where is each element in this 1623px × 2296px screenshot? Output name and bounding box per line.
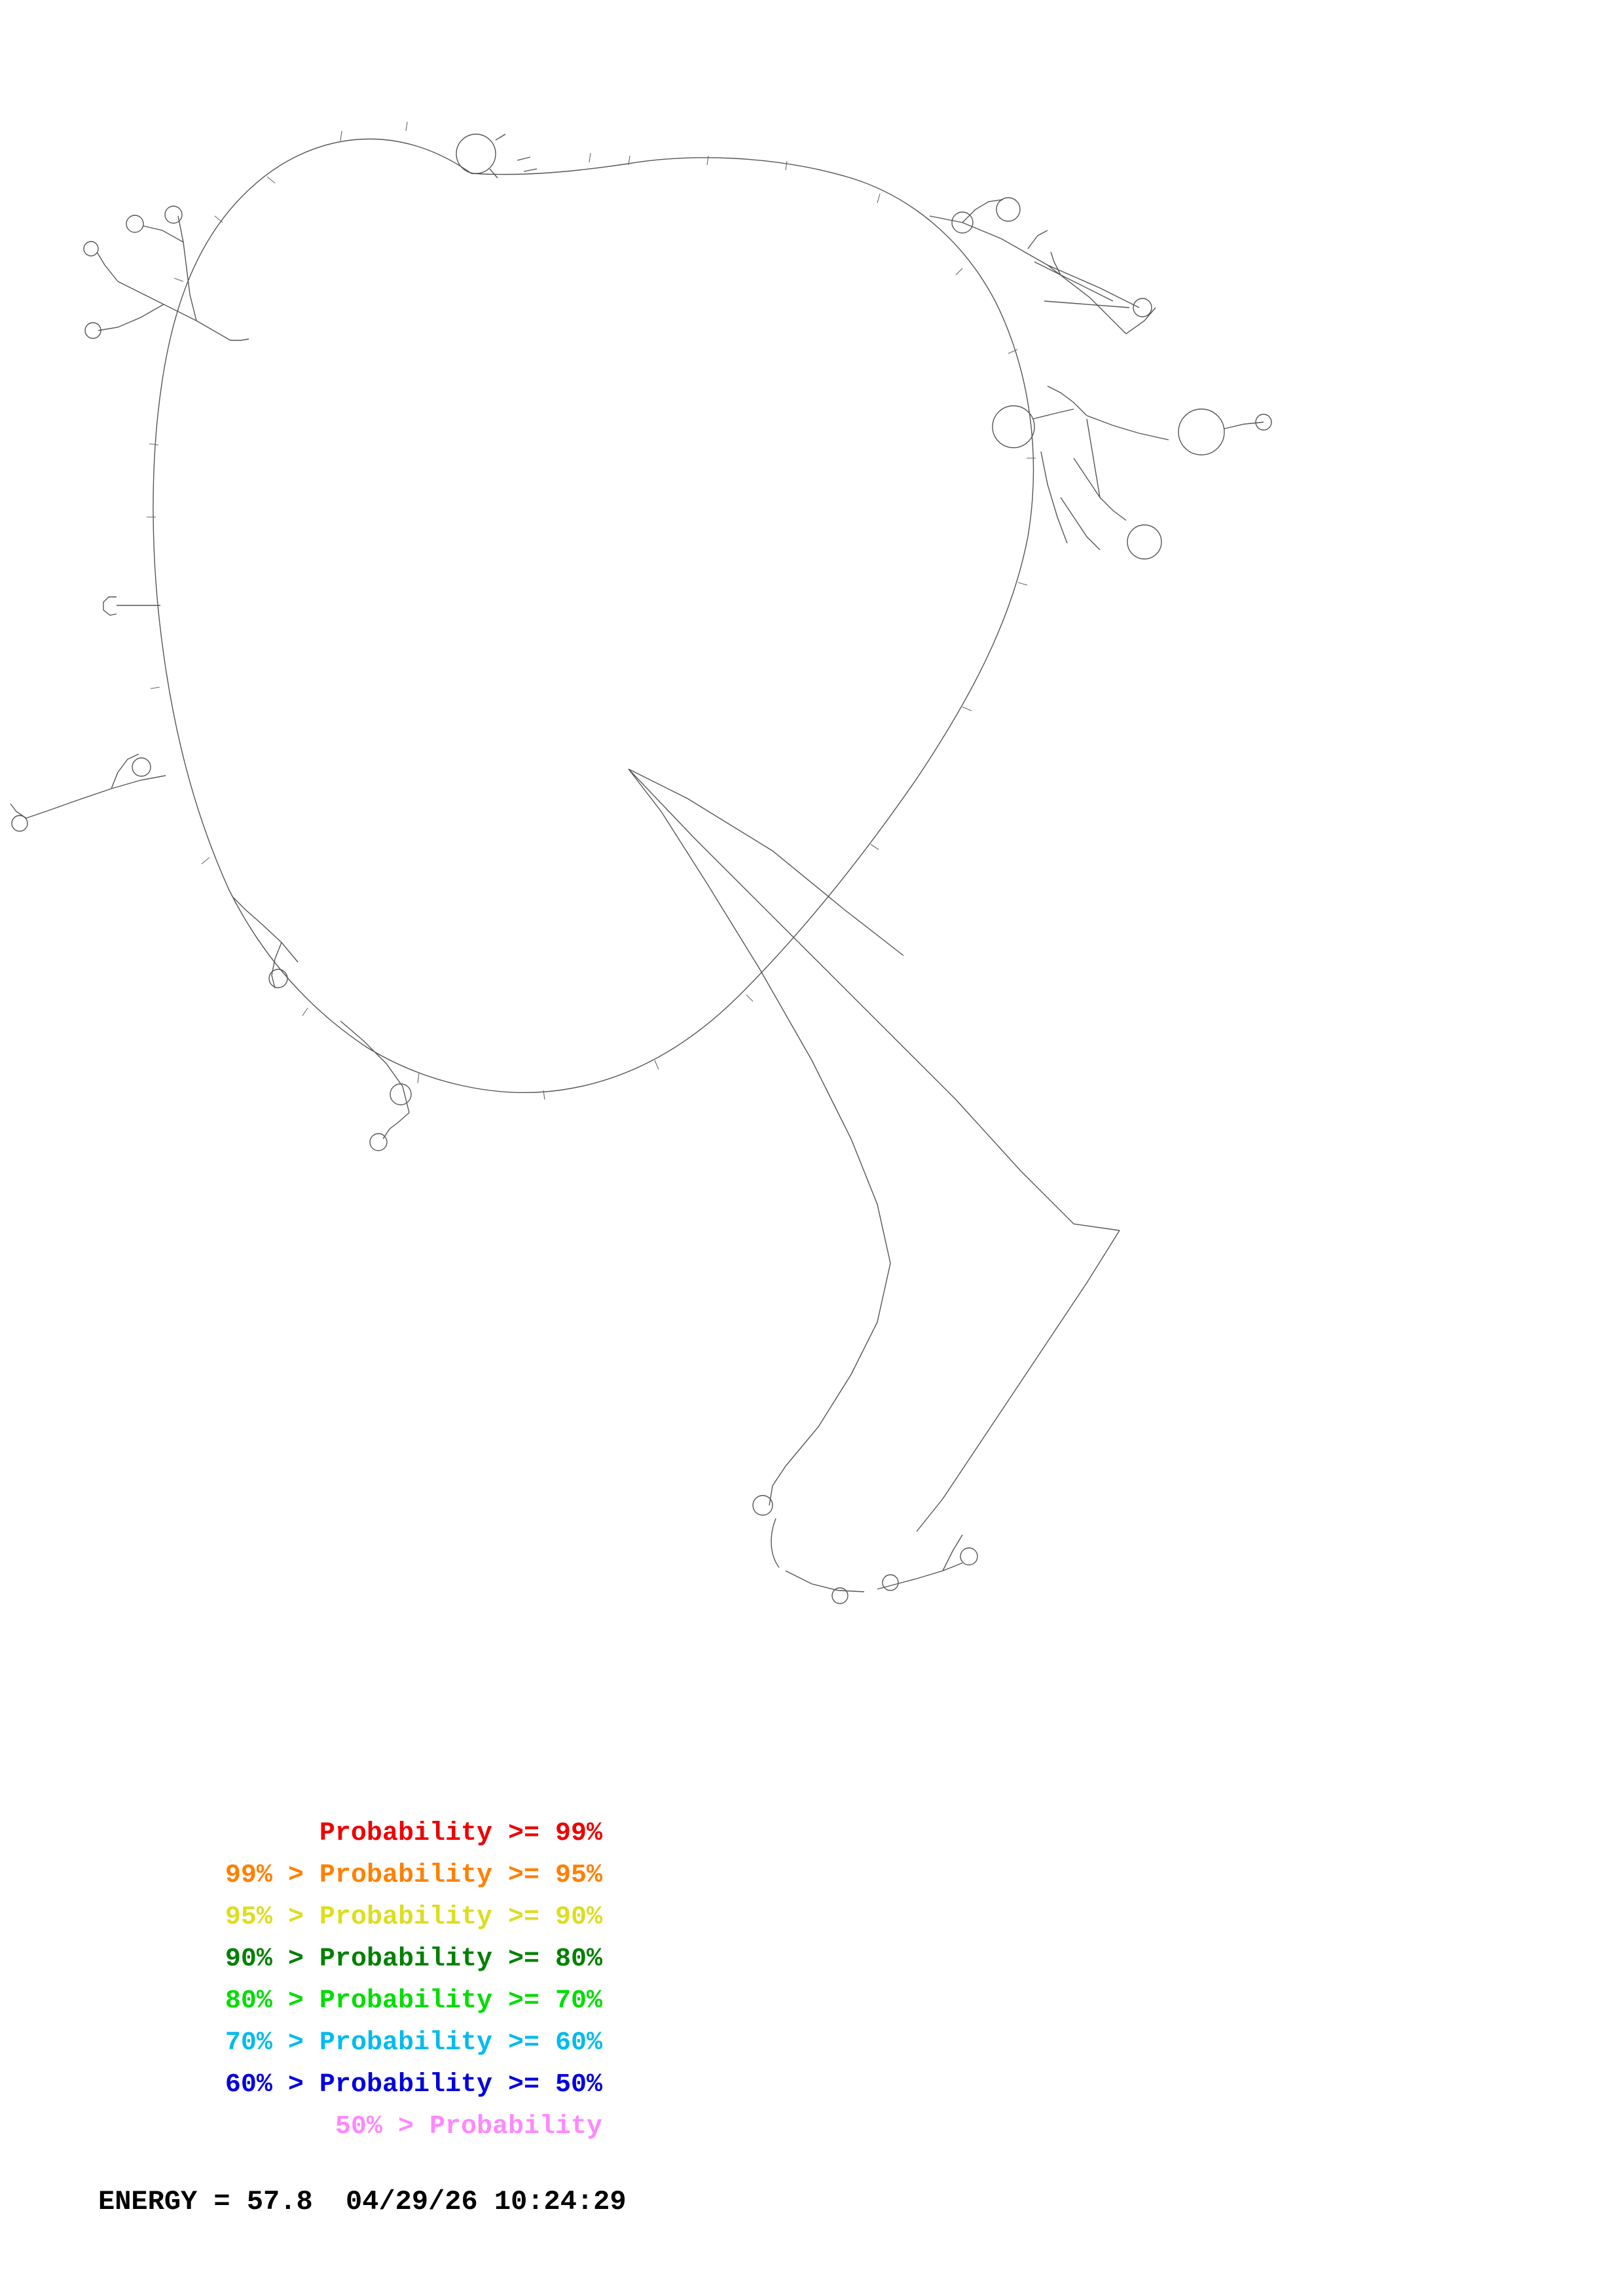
legend-row: Probability >= 99% xyxy=(319,1819,602,1848)
branch-upper-left xyxy=(84,206,249,340)
legend-row: 99% > Probability >= 95% xyxy=(225,1861,602,1890)
legend-row: 80% > Probability >= 70% xyxy=(225,1986,602,2016)
branch-mid-right xyxy=(993,386,1271,559)
hairpin-loop-top xyxy=(456,134,537,178)
hairpin-left xyxy=(103,597,160,615)
legend-row: 70% > Probability >= 60% xyxy=(225,2028,602,2058)
structure-backbone xyxy=(153,139,1033,1092)
legend-row: 60% > Probability >= 50% xyxy=(225,2070,602,2100)
nucleotide-ticks xyxy=(147,122,1036,1100)
branch-lower-right-long xyxy=(629,769,1120,1604)
branch-right-cluster xyxy=(930,198,1156,334)
legend-row: 50% > Probability xyxy=(335,2112,602,2142)
branch-lower-left xyxy=(10,754,166,831)
branch-lower-middle xyxy=(232,897,411,1151)
legend-row: 95% > Probability >= 90% xyxy=(225,1903,602,1932)
energy-timestamp-footer: ENERGY = 57.8 04/29/26 10:24:29 xyxy=(98,2186,627,2217)
legend-row: 90% > Probability >= 80% xyxy=(225,1945,602,1974)
probability-legend xyxy=(98,1813,818,2148)
